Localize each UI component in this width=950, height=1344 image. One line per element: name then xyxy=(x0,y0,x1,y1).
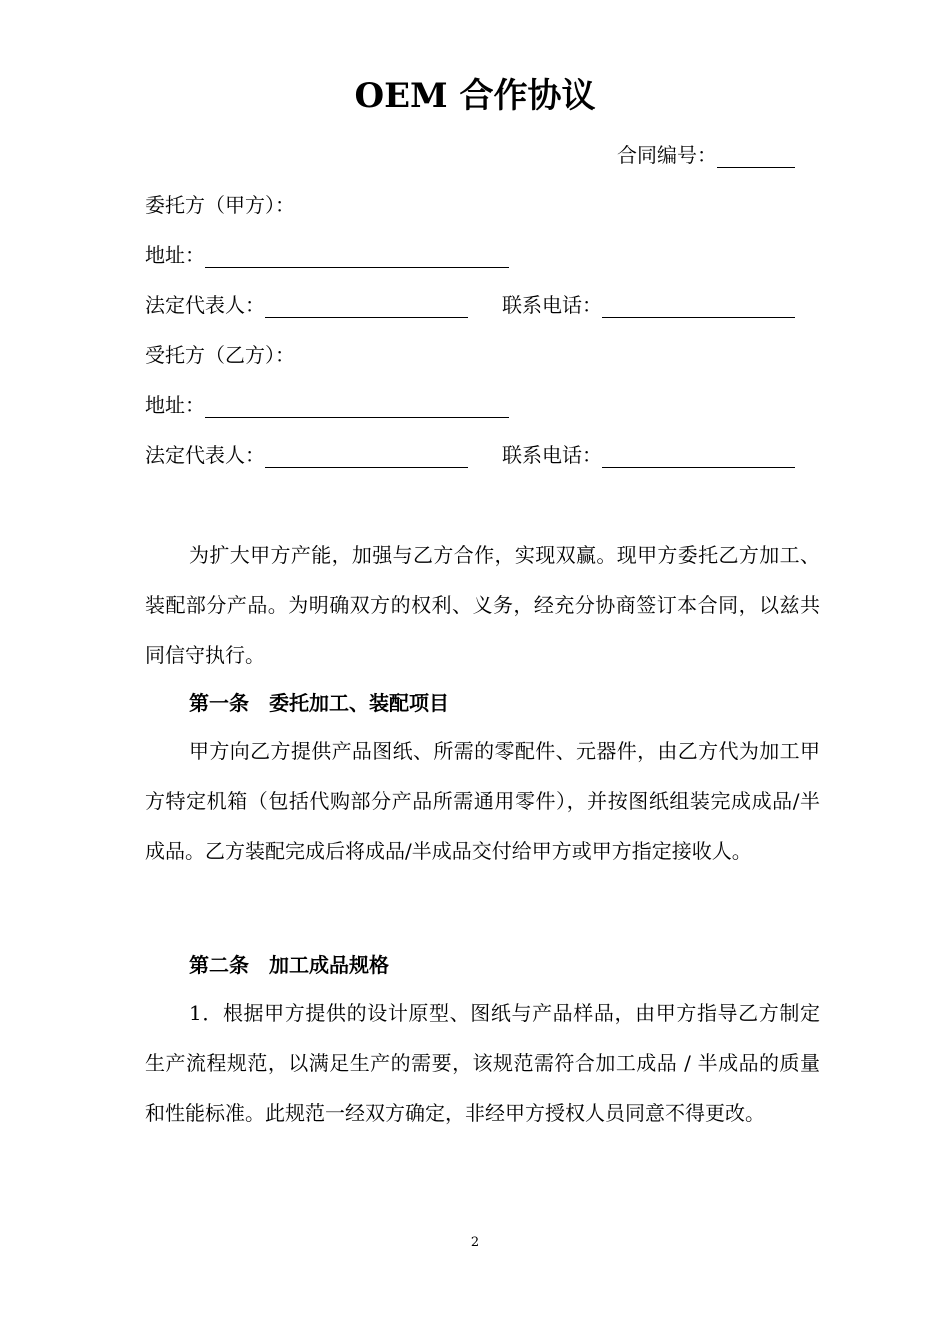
party-a-rep-label: 法定代表人： xyxy=(145,293,265,317)
party-a-rep-blank xyxy=(265,295,468,318)
party-b-rep-blank xyxy=(265,445,468,468)
party-a-phone-field xyxy=(502,290,795,320)
document-title: OEM 合作协议 xyxy=(354,76,596,116)
article-1-heading: 第一条 委托加工、装配项目 xyxy=(189,691,449,715)
party-b-address-label: 地址： xyxy=(145,393,205,417)
article-2-heading: 第二条 加工成品规格 xyxy=(189,953,389,977)
party-b-rep-label: 法定代表人： xyxy=(145,443,265,467)
page-number: 2 xyxy=(470,1235,480,1250)
party-a-label: 委托方（甲方）： xyxy=(145,193,295,217)
party-b-rep-field xyxy=(145,440,468,470)
article-1-body: 甲方向乙方提供产品图纸、所需的零配件、元器件，由乙方代为加工甲方特定机箱（包括代购部分产品所需通用零件），并按图纸组装完成成品/半成品。乙方装配完成后将成品/半成品交付给甲方或甲方指定接收人。 xyxy=(145,739,820,863)
party-a-rep-field xyxy=(145,290,468,320)
party-b-address-blank xyxy=(205,395,509,418)
party-a-phone-label: 联系电话： xyxy=(502,293,602,317)
party-b-phone-label: 联系电话： xyxy=(502,443,602,467)
intro-paragraph: 为扩大甲方产能，加强与乙方合作，实现双赢。现甲方委托乙方加工、装配部分产品。为明确双方的权利、义务，经充分协商签订本合同，以兹共同信守执行。 xyxy=(145,543,820,667)
party-b-phone-field xyxy=(502,440,795,470)
contract-number-field xyxy=(617,140,795,170)
contract-number-label: 合同编号： xyxy=(617,143,717,167)
party-b-address-field xyxy=(145,390,509,420)
party-a-address-label: 地址： xyxy=(145,243,205,267)
party-b-phone-blank xyxy=(602,445,795,468)
party-a-address-blank xyxy=(205,245,509,268)
contract-number-blank xyxy=(717,145,795,168)
party-b-label: 受托方（乙方）： xyxy=(145,343,295,367)
party-a-phone-blank xyxy=(602,295,795,318)
article-2-item-1: 1．根据甲方提供的设计原型、图纸与产品样品，由甲方指导乙方制定生产流程规范，以满足生产的需要，该规范需符合加工成品 / 半成品的质量和性能标准。此规范一经双方确定，非经甲方授权人员同意不得更改。 xyxy=(145,1001,820,1125)
party-a-address-field xyxy=(145,240,509,270)
